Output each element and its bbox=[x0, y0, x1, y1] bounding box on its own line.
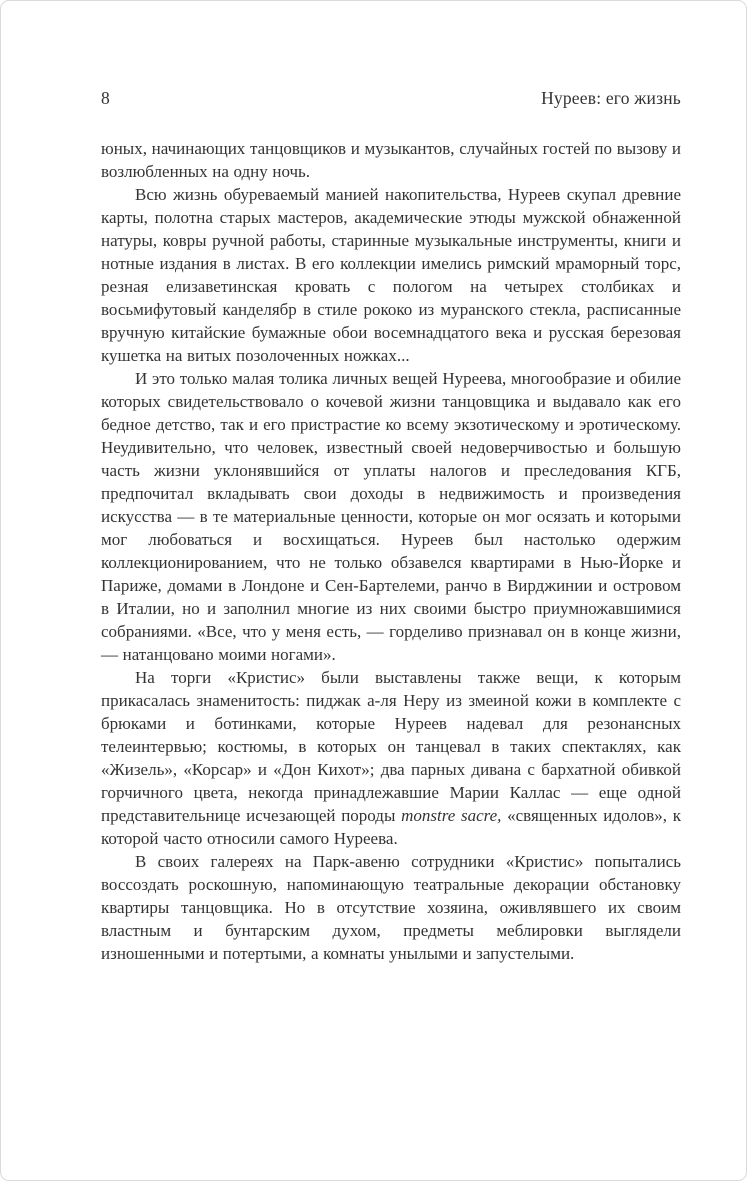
running-title: Нуреев: его жизнь bbox=[541, 88, 681, 108]
text-run: И это только малая толика личных вещей Нуреева, многообразие и обилие которых свидетельствовало о кочевой жизни танцовщика и выдавало как его бедное детство, так и его пристрастие ко всему экзотическому и эротическому. Неудивительно, что человек, известный своей недоверчивостью и большую часть жизни уклонявшийся от уплаты налогов и преследования КГБ, предпочитал вкладывать свои доходы в недвижимость и произведения искусства — в те материальные ценности, которые он мог осязать и которыми мог любоваться и восхищаться. Нуреев был настолько одержим коллекционированием, что не только обзавелся квартирами в Нью-Йорке и Париже, домами в Лондоне и Сен-Бартелеми, ранчо в Вирджинии и островом в Италии, но и заполнил многие из них своими быстро приумножавшимися собраниями. «Все, что у меня есть, — горделиво признавал он в конце жизни, — натанцовано моими ногами». bbox=[101, 369, 681, 664]
text-run: Всю жизнь обуреваемый манией накопительства, Нуреев скупал древние карты, полотна старых мастеров, академические этюды мужской обнаженной натуры, ковры ручной работы, старинные музыкальные инструменты, книги и нотные издания в листах. В его коллекции имелись римский мраморный торс, резная елизаветинская кровать с пологом на четырех столбиках и восьмифутовый канделябр в стиле рококо из муранского стекла, расписанные вручную китайские бумажные обои восемнадцатого века и русская березовая кушетка на витых позолоченных ножках... bbox=[101, 185, 681, 365]
page-number: 8 bbox=[101, 88, 110, 108]
italic-phrase: monstre sacre, bbox=[401, 806, 502, 825]
page-body bbox=[101, 137, 681, 965]
page-header bbox=[101, 87, 681, 110]
paragraph bbox=[101, 666, 681, 850]
text-run: В своих галереях на Парк-авеню сотрудники «Кристис» попытались воссоздать роскошную, напоминающую театральные декорации обстановку квартиры танцовщика. Но в отсутствие хозяина, оживлявшего их своим властным и бунтарским духом, предметы меблировки выглядели изношенными и потертыми, а комнаты унылыми и запустелыми. bbox=[101, 852, 681, 963]
paragraph bbox=[101, 367, 681, 666]
paragraph bbox=[101, 183, 681, 367]
text-run: юных, начинающих танцовщиков и музыкантов, случайных гостей по вызову и возлюбленных на одну ночь. bbox=[101, 139, 681, 181]
paragraph bbox=[101, 137, 681, 183]
text-run: «священных идолов», к которой часто относили самого Нуреева. bbox=[101, 806, 682, 848]
paragraph bbox=[101, 850, 681, 965]
text-run: На торги «Кристис» были выставлены также вещи, к которым прикасалась знаменитость: пиджак а-ля Неру из змеиной кожи в комплекте с брюками и ботинками, которые Нуреев надевал для резонансных телеинтервью; костюмы, в которых он танцевал в таких спектаклях, как «Жизель», «Корсар» и «Дон Кихот»; два парных дивана с бархатной обивкой горчичного цвета, некогда принадлежавшие Марии Каллас — еще одной представительнице исчезающей породы bbox=[101, 668, 681, 825]
